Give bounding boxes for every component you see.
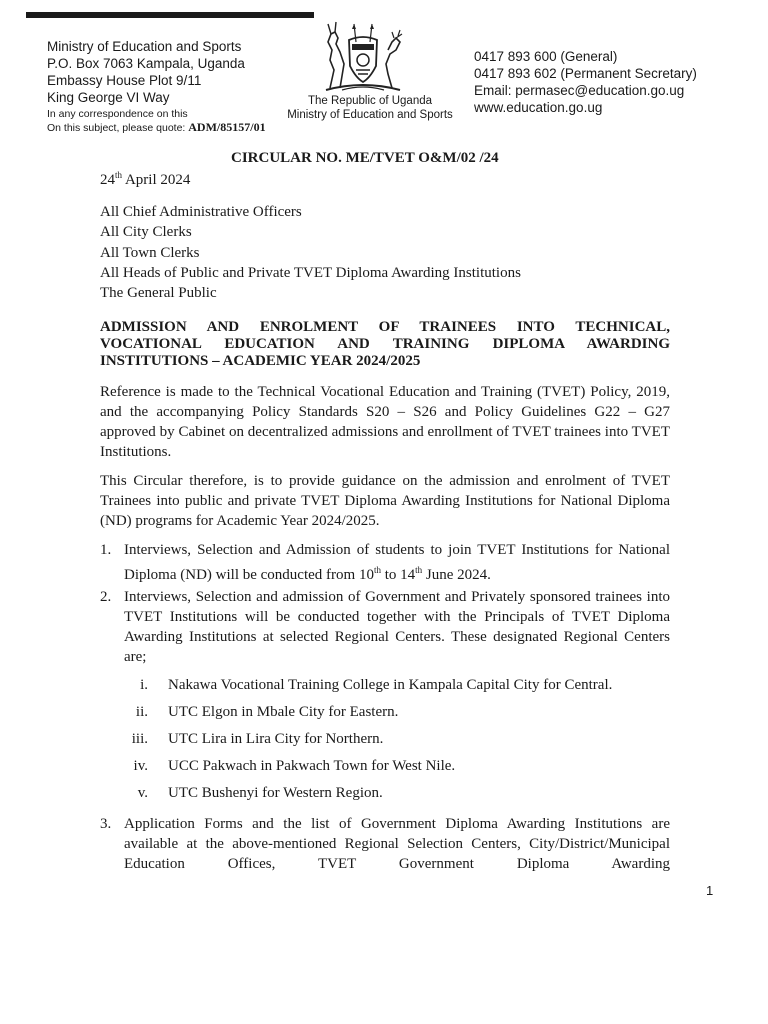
addressee: All City Clerks: [100, 224, 192, 241]
date-rest: April 2024: [124, 172, 191, 188]
roman-numeral: v.: [137, 785, 148, 801]
contact-block: [474, 48, 697, 116]
item-text-part: Interviews, Selection and Admission of students to join TVET Institutions for National Diploma (ND) will be conducted from 10: [124, 542, 670, 583]
quote-reference-line: [47, 121, 266, 135]
center-text: UCC Pakwach in Pakwach Town for West Nile.: [168, 758, 456, 774]
item-number: 2.: [100, 589, 112, 605]
website-line: www.education.go.ug: [474, 100, 603, 115]
header-scan-bar: [26, 12, 314, 18]
quote-reference-number: ADM/85157/01: [188, 120, 266, 134]
addressee: The General Public: [100, 285, 217, 302]
page-number: 1: [706, 883, 714, 898]
item-text-part: to 14: [380, 567, 416, 583]
item-number: 1.: [100, 542, 112, 558]
address-line: Embassy House Plot 9/11: [47, 73, 202, 88]
regional-centers-list: [122, 677, 662, 812]
address-line: P.O. Box 7063 Kampala, Uganda: [47, 56, 245, 71]
item-text: Interviews, Selection and admission of Government and Privately sponsored trainees into TVET Institutions will be conducted together with the Principals of TVET Diploma Awarding Institutions at selected Regional Centers. These designated Regional Centers are;: [124, 589, 670, 665]
date-suffix: th: [115, 170, 123, 180]
ministry-line: Ministry of Education and Sports: [287, 109, 453, 121]
list-item: [100, 540, 670, 585]
ministry-address-block: [47, 38, 245, 106]
roman-numeral: ii.: [135, 704, 148, 720]
center-text: Nakawa Vocational Training College in Kampala Capital City for Central.: [168, 677, 613, 693]
addressee: All Chief Administrative Officers: [100, 204, 302, 220]
date-day: 24: [100, 172, 115, 188]
superscript: th: [373, 565, 381, 575]
purpose-paragraph: This Circular therefore, is to provide guidance on the admission and enrolment of TVET Trainees into public and private TVET Diploma Awarding Institutions for National Diploma (ND) programs for Academic Year 2024/2025.: [100, 473, 670, 529]
address-line: Ministry of Education and Sports: [47, 39, 242, 54]
correspondence-note: In any correspondence on this: [47, 108, 188, 120]
phone-permanent-secretary: 0417 893 602 (Permanent Secretary): [474, 66, 697, 81]
regional-center-item: [122, 704, 662, 731]
circular-title: ADMISSION AND ENROLMENT OF TRAINEES INTO TECHNICAL, VOCATIONAL EDUCATION AND TRAINING DIPLOMA AWARDING INSTITUTIONS – ACADEMIC YEAR 2024/2025: [100, 319, 670, 369]
item-text: Application Forms and the list of Government Diploma Awarding Institutions are available at the above-mentioned Regional Selection Centers, City/District/Municipal Education Offices, TVET Government Diploma Awarding: [124, 816, 670, 872]
regional-center-item: [122, 758, 662, 785]
center-text: UTC Elgon in Mbale City for Eastern.: [168, 704, 399, 720]
addressee-list: [100, 202, 521, 303]
republic-line: The Republic of Uganda: [307, 95, 433, 107]
regional-center-item: [122, 785, 662, 812]
item-text: [124, 540, 670, 585]
quote-label: On this subject, please quote:: [47, 122, 186, 134]
item-text-part: June 2024.: [422, 567, 491, 583]
list-item: [100, 587, 670, 667]
roman-numeral: i.: [140, 677, 148, 693]
circular-number: CIRCULAR NO. ME/TVET O&M/02 /24: [231, 150, 499, 166]
center-text: UTC Bushenyi for Western Region.: [168, 785, 383, 801]
roman-numeral: iii.: [131, 731, 148, 747]
superscript: th: [415, 565, 423, 575]
roman-numeral: iv.: [133, 758, 148, 774]
republic-title: [287, 94, 453, 122]
uganda-coat-of-arms-icon: [316, 20, 410, 92]
regional-center-item: [122, 677, 662, 704]
list-item: [100, 814, 670, 874]
addressee: All Heads of Public and Private TVET Diploma Awarding Institutions: [100, 264, 521, 281]
address-line: King George VI Way: [47, 90, 170, 105]
addressee: All Town Clerks: [100, 244, 200, 261]
regional-center-item: [122, 731, 662, 758]
item-number: 3.: [100, 816, 112, 832]
phone-general: 0417 893 600 (General): [474, 49, 618, 64]
center-text: UTC Lira in Lira City for Northern.: [168, 731, 384, 747]
circular-date: [100, 170, 190, 189]
reference-paragraph: Reference is made to the Technical Vocational Education and Training (TVET) Policy, 2019, and the accompanying Policy Standards S20 – S26 and Policy Guidelines G22 – G27 approved by Cabinet on decentralized admissions and enrollment of TVET trainees into TVET Institutions.: [100, 384, 670, 460]
email-line: Email: permasec@education.go.ug: [474, 83, 685, 98]
